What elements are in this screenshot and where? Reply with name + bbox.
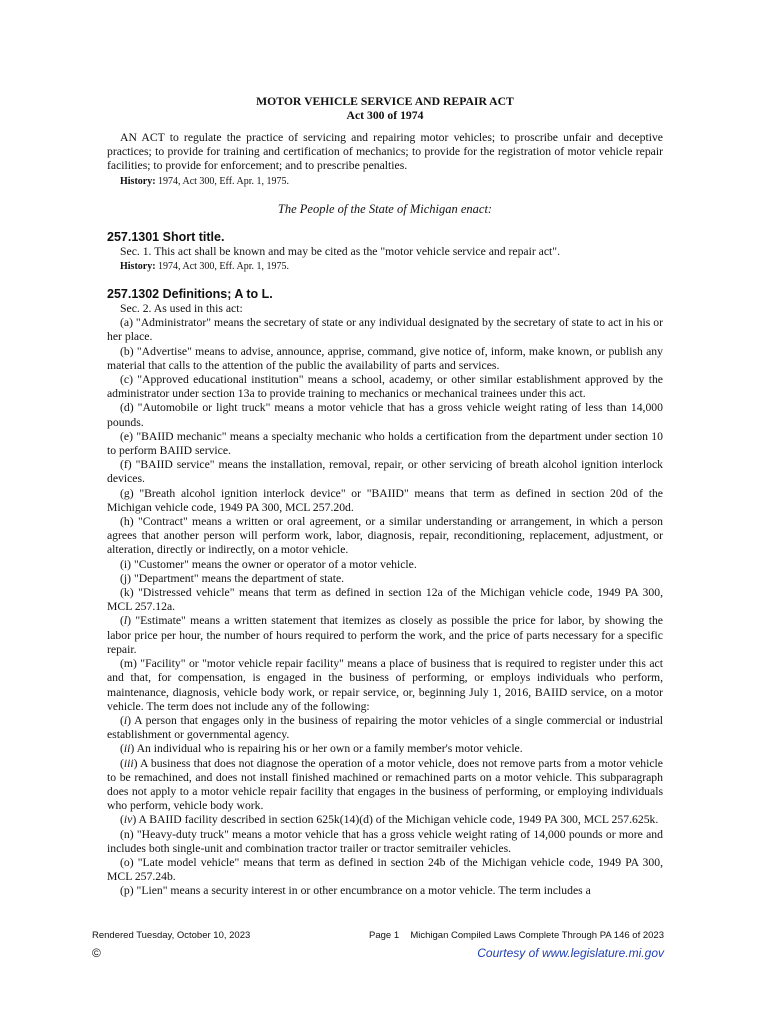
paren-open: ( — [120, 614, 124, 628]
roman-ii: ii — [123, 742, 131, 756]
definition-m-i: (i) A person that engages only in the business of repairing the motor vehicles of a single commercial or industrial establishment or governmental agency. — [107, 713, 663, 742]
roman-i: i — [123, 713, 128, 727]
act-history — [107, 175, 663, 188]
page-footer-credits — [92, 946, 664, 962]
definition-f: (f) "BAIID service" means the installation, removal, repair, or other servicing of breath alcohol ignition interlock devices. — [107, 458, 663, 486]
page-footer — [92, 930, 664, 943]
letter-l: l — [123, 614, 128, 628]
section-1302-intro: Sec. 2. As used in this act: — [120, 302, 243, 316]
definition-l-text: ) "Estimate" means a written statement that itemizes as closely as possible the price for labor, by showing the labor price per hour, the number of hours required to perform the work, and the price of parts necessary for a specific repair. — [107, 614, 663, 656]
definition-m-iv: (iv) A BAIID facility described in section 625k(14)(d) of the Michigan vehicle code, 1949 PA 300, MCL 257.625k. — [120, 813, 659, 827]
definition-m-ii-text: An individual who is repairing his or her own or a family member's motor vehicle. — [134, 742, 523, 756]
act-number: Act 300 of 1974 — [346, 108, 424, 122]
definition-a: (a) "Administrator" means the secretary of state or any individual designated by the secretary of state to act in his or her place. — [107, 316, 663, 344]
history-label: History: — [120, 175, 156, 187]
definition-k: (k) "Distressed vehicle" means that term as defined in section 12a of the Michigan vehicle code, 1949 PA 300, MCL 257.12a. — [107, 586, 663, 614]
definition-l — [107, 614, 663, 657]
history-text: 1974, Act 300, Eff. Apr. 1, 1975. — [158, 175, 289, 187]
compiled-through: Michigan Compiled Laws Complete Through PA 146 of 2023 — [410, 930, 664, 941]
definition-n: (n) "Heavy-duty truck" means a motor vehicle that has a gross vehicle weight rating of 14,000 pounds or more and includes both single-unit and combination tractor trailer or tractor semitrailer vehicles. — [107, 827, 663, 855]
history-text: 1974, Act 300, Eff. Apr. 1, 1975. — [158, 261, 289, 273]
definition-m-iii: (iii) A business that does not diagnose the operation of a motor vehicle, does not remove parts from a motor vehicle to be remachined, and does not install finished machined or remachined parts on a motor vehicle. This subparagraph does not apply to a motor vehicle repair facility that engages in the business of performing, or employing individuals who perform, vehicle body work. — [107, 756, 663, 813]
rendered-date: Rendered Tuesday, October 10, 2023 — [92, 930, 251, 941]
roman-iii: iii — [123, 756, 134, 770]
copyright-symbol: © — [92, 946, 101, 960]
history-label: History: — [120, 261, 156, 273]
section-heading-1301: 257.1301 Short title. — [107, 229, 225, 244]
section-1301-history — [107, 260, 663, 273]
page-number: Page 1 — [369, 930, 400, 941]
document-body — [107, 95, 663, 899]
section-heading-1302: 257.1302 Definitions; A to L. — [107, 287, 273, 302]
act-title: MOTOR VEHICLE SERVICE AND REPAIR ACT — [256, 95, 514, 108]
definition-e: (e) "BAIID mechanic" means a specialty mechanic who holds a certification from the department under section 10 to perform BAIID service. — [107, 429, 663, 458]
definition-m: (m) "Facility" or "motor vehicle repair facility" means a place of business that is required to register under this act and that, for compensation, is engaged in the business of performing, or employs individuals who perform, maintenance, diagnosis, vehicle body work, or repair service, or, beginning July 1, 2016, BAIID service, on a motor vehicle. The term does not include any of the following: — [107, 657, 663, 713]
definition-j: (j) "Department" means the department of state. — [120, 571, 345, 585]
definition-h: (h) "Contract" means a written or oral agreement, or a similar understanding or arrangement, in which a person agrees that another person will perform work, labor, diagnosis, repair, reconditioning, replacement, adjustment, or alteration, directly or indirectly, on a motor vehicle. — [107, 515, 663, 557]
definition-m-iv-text: A BAIID facility described in section 625k(14)(d) of the Michigan vehicle code, 1949 PA 300, MCL 257.625k. — [136, 813, 659, 827]
definition-g: (g) "Breath alcohol ignition interlock device" or "BAIID" means that term as defined in section 20d of the Michigan vehicle code, 1949 PA 300, MCL 257.20d. — [107, 486, 663, 514]
definition-m-iii-text: A business that does not diagnose the operation of a motor vehicle, does not remove parts from a motor vehicle to be remachined, and does not install finished machined or remachined parts on a motor vehicle. This subparagraph does not apply to a motor vehicle repair facility that engages in the business of performing, or employing individuals who perform, vehicle body work. — [107, 756, 663, 813]
act-intro: AN ACT to regulate the practice of servicing and repairing motor vehicles; to proscribe unfair and deceptive practices; to provide for training and certification of mechanics; to provide for the registration of motor vehicle repair facilities; to provide for enforcement; and to prescribe penalties. — [107, 131, 663, 173]
definition-i: (i) "Customer" means the owner or operator of a motor vehicle. — [120, 557, 417, 571]
enacting-clause: The People of the State of Michigan enact: — [277, 201, 493, 216]
section-1301-text: Sec. 1. This act shall be known and may be cited as the "motor vehicle service and repair act". — [120, 244, 560, 258]
definition-d: (d) "Automobile or light truck" means a motor vehicle that has a gross vehicle weight rating of less than 14,000 pounds. — [107, 401, 663, 429]
definition-p: (p) "Lien" means a security interest in or other encumbrance on a motor vehicle. The term includes a — [120, 884, 591, 898]
definition-b: (b) "Advertise" means to advise, announce, apprise, command, give notice of, inform, make known, or publish any material that calls to the attention of the public the availability of parts and services. — [107, 344, 663, 372]
definition-m-ii: (ii) An individual who is repairing his or her own or a family member's motor vehicle. — [120, 742, 523, 756]
courtesy-link[interactable]: Courtesy of www.legislature.mi.gov — [477, 946, 664, 960]
definition-o: (o) "Late model vehicle" means that term as defined in section 24b of the Michigan vehicle code, 1949 PA 300, MCL 257.24b. — [107, 855, 663, 884]
definition-c: (c) "Approved educational institution" means a school, academy, or other similar establishment approved by the administrator under section 13a to provide training to mechanics or mechanical trainees under this act. — [107, 373, 663, 401]
roman-iv: iv — [123, 813, 133, 827]
definition-m-i-text: A person that engages only in the business of repairing the motor vehicles of a single commercial or industrial establishment or governmental agency. — [107, 713, 663, 742]
